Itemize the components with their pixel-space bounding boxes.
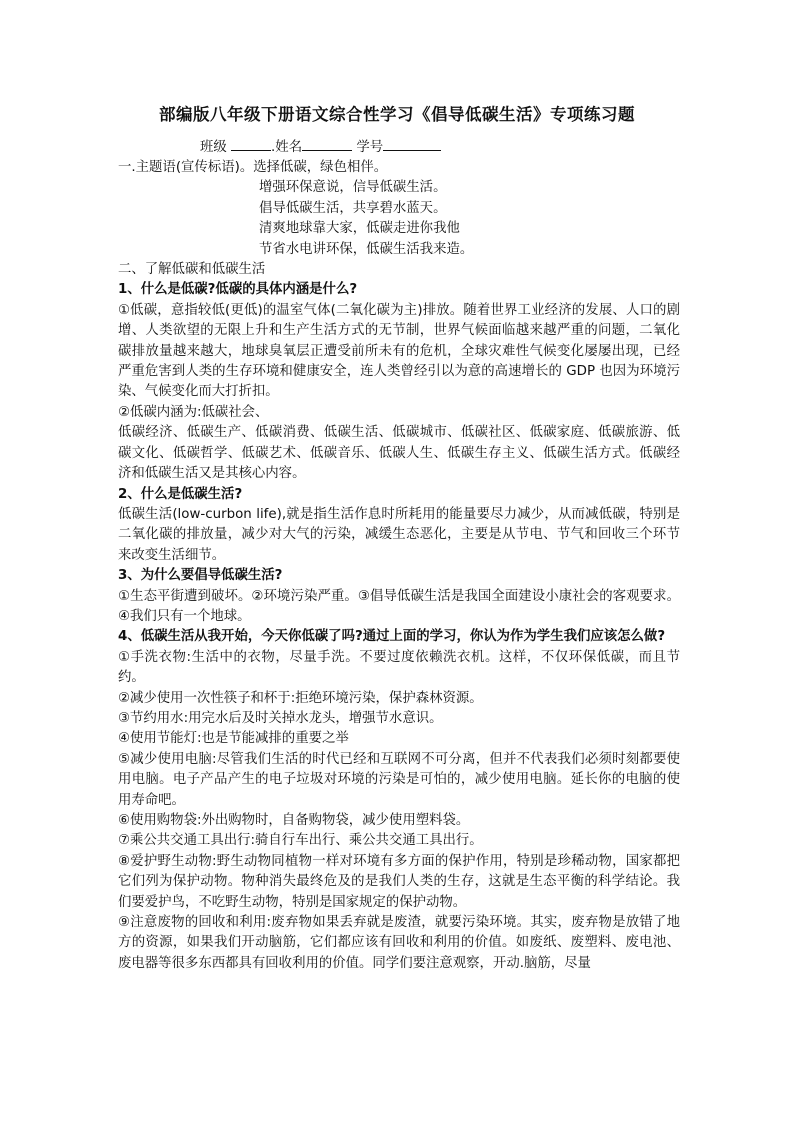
answer-2: 低碳生活(low-curbon life),就是指生活作息时所耗用的能量要尽力减少，从而减低碳，特别是二氧化碳的排放量，减少对大气的污染，减缓生态恶化，主要是从节电、节气和回收三个环节来改变生活细节。 xyxy=(118,506,680,563)
answer-1-paragraph-1: ①低碳，意指较低(更低)的温室气体(二氧化碳为主)排放。随着世界工业经济的发展、人口的剧增、人类欲望的无限上升和生产生活方式的无节制，世界气候面临越来越严重的问题，二氧化碳排放量越来越大，地球臭氧层正遭受前所未有的危机，全球灾难性气候变化屡屡出现，已经严重危害到人类的生存环境和健康安全，连人类曾经引以为意的高速增长的 GDP 也因为环境污染、气候变化而大打折扣。 xyxy=(118,302,680,400)
section2-heading: 二、了解低碳和低碳生活 xyxy=(118,262,266,278)
question-3: 3、为什么要倡导低碳生活? xyxy=(118,568,283,584)
answer-4-item: ③节约用水:用完水后及时关掉水龙头，增强节水意识。 xyxy=(118,710,443,726)
question-2: 2、什么是低碳生活? xyxy=(118,486,243,502)
slogan-item: 清爽地球靠大家，低碳走进你我他 xyxy=(259,221,460,237)
answer-4-item: ⑧爱护野生动物:野生动物同植物一样对环境有多方面的保护作用，特别是珍稀动物，国家都把它们列为保护动物。物种消失最终危及的是我们人类的生存，这就是生态平衡的科学结论。我们要爱护鸟，不吃野生动物，特别是国家规定的保护动物。 xyxy=(118,853,680,910)
page-title: 部编版八年级下册语文综合性学习《倡导低碳生活》专项练习题 xyxy=(159,105,635,124)
slogan-item: 倡导低碳生活，共享碧水蓝天。 xyxy=(259,200,447,216)
name-blank[interactable] xyxy=(302,136,352,151)
answer-4-item: ②减少使用一次性筷子和杯于:拒绝环境污染，保护森林资源。 xyxy=(118,690,483,706)
document-body xyxy=(118,158,680,974)
answer-4-item: ④使用节能灯:也是节能减排的重要之举 xyxy=(118,731,349,747)
answer-3: ①生态平街遭到破坏。②环境污染严重。③倡导低碳生活是我国全面建设小康社会的客观要求。④我们只有一个地球。 xyxy=(118,588,680,624)
section1-heading: 一.主题语(宣传标语)。选择低碳，绿色相伴。 xyxy=(118,160,388,175)
number-label: 学号 xyxy=(356,140,384,155)
answer-4-item: ⑤减少使用电脑:尽管我们生活的时代已经和互联网不可分离，但并不代表我们必须时刻都要使用电脑。电子产品产生的电子垃圾对环境的污染是可怕的，减少使用电脑。延长你的电脑的使用寿命吧。 xyxy=(118,751,680,808)
question-4: 4、低碳生活从我开始，今天你低碳了吗?通过上面的学习，你认为作为学生我们应该怎么做? xyxy=(118,629,666,645)
answer-4-item: ⑥使用购物袋:外出购物时，自备购物袋，减少使用塑料袋。 xyxy=(118,813,470,828)
class-label: 班级 xyxy=(200,140,227,155)
slogan-item: 增强环保意说，信导低碳生活。 xyxy=(259,180,447,196)
student-info-line xyxy=(200,136,441,158)
answer-4-item: ⑦乘公共交通工具出行:骑自行车出行、乘公共交通工具出行。 xyxy=(118,833,483,849)
name-label: .姓名 xyxy=(271,140,303,155)
slogan-list xyxy=(118,178,680,260)
number-blank[interactable] xyxy=(383,136,441,151)
answer-4-item: ⑨注意废物的回收和利用:废弃物如果丢弃就是废渣，就要污染环境。其实，废弃物是放错了地方的资源，如果我们开动脑筋，它们都应该有回收和利用的价值。如废纸、废塑料、废电池、废电器等很多东西都具有回收利用的价值。同学们要注意观察，开动.脑筋，尽量 xyxy=(118,915,680,971)
answer-1-paragraph-2: ②低碳内涵为:低碳社会、 xyxy=(118,404,269,420)
answer-4-item: ①手洗衣物:生活中的衣物，尽量手洗。不要过度依赖洗衣机。这样，不仅环保低碳，而且节约。 xyxy=(118,649,680,686)
slogan-item: 节省水电讲环保，低碳生活我来造。 xyxy=(259,241,474,257)
question-1: 1、什么是低碳?低碳的具体内涵是什么? xyxy=(118,282,358,298)
answer-1-paragraph-3: 低碳经济、低碳生产、低碳消费、低碳生活、低碳城市、低碳社区、低碳家庭、低碳旅游、低碳文化、低碳哲学、低碳艺术、低碳音乐、低碳人生、低碳生存主义、低碳生活方式。低碳经济和低碳生活又是其核心内容。 xyxy=(118,425,680,482)
class-blank[interactable] xyxy=(231,136,271,151)
